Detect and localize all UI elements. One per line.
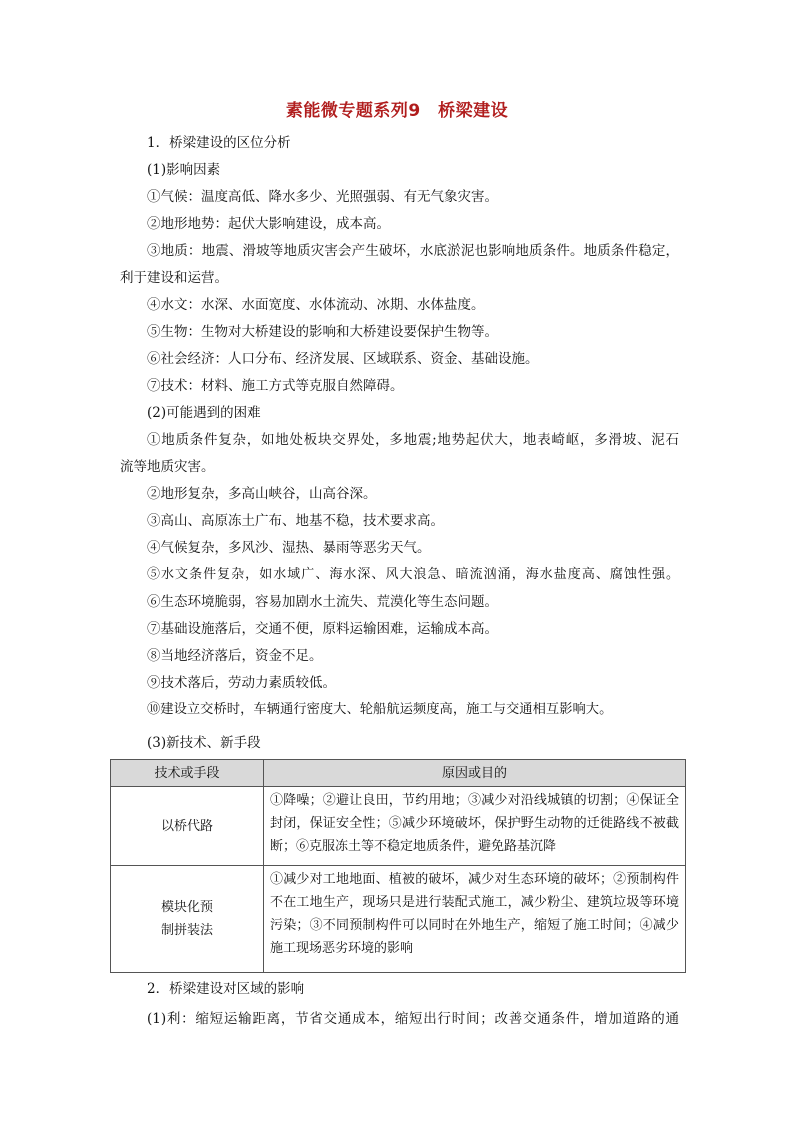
- paragraph: ⑨技术落后，劳动力素质较低。: [147, 675, 336, 691]
- paragraph: ⑥社会经济：人口分布、经济发展、区域联系、资金、基础设施。: [147, 351, 539, 367]
- subsection-heading: (1)影响因素: [147, 162, 221, 178]
- paragraph: ⑦基础设施落后，交通不便，原料运输困难，运输成本高。: [147, 621, 498, 637]
- subsection-heading: (3)新技术、新手段: [147, 735, 261, 751]
- table-cell-reason: ①降噪；②避让良田，节约用地；③减少对沿线城镇的切割；④保证全封闭，保证安全性；⑤减少环境破坏，保护野生动物的迁徙路线不被截断；⑥克服冻土等不稳定地质条件，避免路基沉降: [264, 787, 686, 866]
- table-row: [111, 787, 686, 866]
- paragraph: ①气候：温度高低、降水多少、光照强弱、有无气象灾害。: [147, 189, 498, 205]
- paragraph: ⑧当地经济落后，资金不足。: [147, 648, 323, 664]
- paragraph: ④水文：水深、水面宽度、水体流动、冰期、水体盐度。: [147, 297, 485, 313]
- paragraph: ②地形复杂，多高山峡谷，山高谷深。: [147, 486, 377, 502]
- paragraph: ⑤生物：生物对大桥建设的影响和大桥建设要保护生物等。: [147, 324, 498, 340]
- paragraph: 流等地质灾害。: [120, 459, 215, 475]
- table-cell-reason: ①减少对工地地面、植被的破坏，减少对生态环境的破坏；②预制构件不在工地生产，现场只是进行装配式施工，减少粉尘、建筑垃圾等环境污染；③不同预制构件可以同时在外地生产，缩短了施工时间；④减少施工现场恶劣环境的影响: [264, 866, 686, 973]
- paragraph: ③地质：地震、滑坡等地质灾害会产生破坏，水底淤泥也影响地质条件。地质条件稳定，: [147, 243, 679, 259]
- paragraph: ⑦技术：材料、施工方式等克服自然障碍。: [147, 378, 404, 394]
- section-heading: 1．桥梁建设的区位分析: [147, 135, 291, 151]
- column-header: 技术或手段: [111, 760, 264, 787]
- paragraph: ④气候复杂，多风沙、湿热、暴雨等恶劣天气。: [147, 540, 431, 556]
- paragraph: (1)利：缩短运输距离，节省交通成本，缩短出行时间；改善交通条件，增加道路的通: [147, 1011, 679, 1027]
- paragraph: 利于建设和运营。: [120, 270, 228, 286]
- paragraph: ⑩建设立交桥时，车辆通行密度大、轮船航运频度高，施工与交通相互影响大。: [147, 702, 613, 717]
- section-heading: 2．桥梁建设对区域的影响: [147, 981, 305, 997]
- table-cell-method: 以桥代路: [111, 787, 264, 866]
- method-line: 制拼装法: [160, 923, 213, 938]
- subsection-heading: (2)可能遇到的困难: [147, 405, 261, 421]
- method-line: 模块化预: [160, 900, 213, 915]
- methods-table: [110, 759, 686, 973]
- paragraph: ①地质条件复杂，如地处板块交界处，多地震;地势起伏大，地表崎岖，多滑坡、泥石: [147, 432, 679, 448]
- paragraph: ⑤水文条件复杂，如水域广、海水深、风大浪急、暗流汹涌，海水盐度高、腐蚀性强。: [147, 567, 679, 582]
- paragraph: ③高山、高原冻土广布、地基不稳，技术要求高。: [147, 513, 444, 529]
- table-row: [111, 866, 686, 973]
- paragraph: ⑥生态环境脆弱，容易加剧水土流失、荒漠化等生态问题。: [147, 594, 498, 610]
- table-cell-method: [111, 866, 264, 973]
- page-title: 素能微专题系列9 桥梁建设: [285, 101, 509, 121]
- table-header-row: [111, 760, 686, 787]
- column-header: 原因或目的: [264, 760, 686, 787]
- paragraph: ②地形地势：起伏大影响建设，成本高。: [147, 216, 390, 232]
